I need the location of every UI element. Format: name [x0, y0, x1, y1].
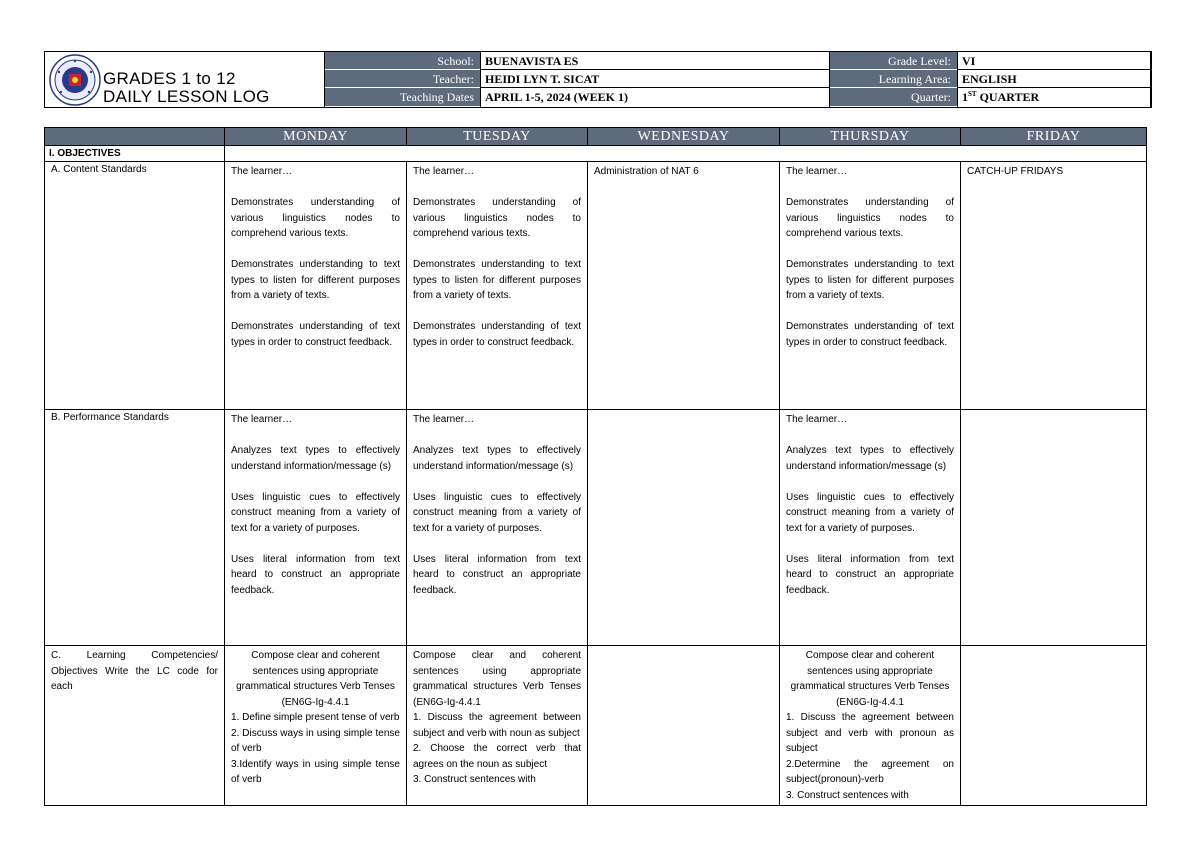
content-tuesday-p3: Demonstrates understanding to text types to listen for different purposes from a variety of texts. [413, 259, 581, 301]
day-header-friday: FRIDAY [961, 128, 1147, 146]
title-line-1: GRADES 1 to 12 [103, 69, 236, 88]
performance-tuesday-p1: The learner… [413, 414, 475, 425]
cell-performance-thursday [780, 410, 961, 646]
grade-level-value: VI [957, 52, 1151, 70]
section-row-objectives [45, 146, 1147, 162]
title-line-2: DAILY LESSON LOG [103, 87, 270, 106]
teacher-value: HEIDI LYN T. SICAT [480, 70, 830, 88]
content-monday-p1: The learner… [231, 166, 293, 177]
quarter-value [957, 88, 1151, 107]
row-label-content-standards: A. Content Standards [45, 162, 225, 410]
cell-competencies-thursday [780, 646, 961, 806]
quarter-ordinal: ST [968, 90, 977, 98]
header-info-grid [325, 52, 1151, 107]
competencies-thursday-item-1: 1. Discuss the agreement between subject and verb with pronoun as subject [786, 712, 954, 754]
content-monday-p4: Demonstrates understanding of text types in order to construct feedback. [231, 321, 400, 348]
cell-content-monday [225, 162, 407, 410]
cell-performance-monday [225, 410, 407, 646]
learning-area-label: Learning Area: [830, 70, 957, 88]
cell-performance-friday [961, 410, 1147, 646]
row-learning-competencies [45, 646, 1147, 806]
quarter-label: Quarter: [830, 88, 957, 107]
document-title [103, 70, 270, 106]
teaching-dates-label: Teaching Dates [325, 88, 480, 107]
competencies-monday-intro: Compose clear and coherent sentences using appropriate grammatical structures Verb Tenses (EN6G-Ig-4.4.1 [236, 650, 395, 708]
header-title-block [45, 52, 325, 107]
cell-competencies-monday [225, 646, 407, 806]
row-label-learning-competencies [45, 646, 225, 806]
section-objectives: I. OBJECTIVES [45, 146, 225, 162]
cell-content-friday [961, 162, 1147, 410]
performance-tuesday-p2: Analyzes text types to effectively understand information/message (s) [413, 445, 581, 472]
performance-monday-p1: The learner… [231, 414, 293, 425]
cell-competencies-friday [961, 646, 1147, 806]
day-header-thursday: THURSDAY [780, 128, 961, 146]
competencies-label-text: C. Learning Competencies/ Objectives Write the LC code for each [51, 650, 218, 692]
cell-content-tuesday [407, 162, 588, 410]
content-wednesday-p1: Administration of NAT 6 [594, 166, 699, 177]
content-tuesday-p2: Demonstrates understanding of various linguistics nodes to comprehend various texts. [413, 197, 581, 239]
section-objectives-blank [225, 146, 1147, 162]
competencies-thursday-intro: Compose clear and coherent sentences using appropriate grammatical structures Verb Tenses (EN6G-Ig-4.4.1 [790, 650, 950, 708]
learning-area-value: ENGLISH [957, 70, 1151, 88]
corner-header [45, 128, 225, 146]
cell-content-wednesday [588, 162, 780, 410]
row-performance-standards [45, 410, 1147, 646]
day-header-wednesday: WEDNESDAY [588, 128, 780, 146]
performance-thursday-p2: Analyzes text types to effectively understand information/message (s) [786, 445, 954, 472]
cell-performance-wednesday [588, 410, 780, 646]
performance-monday-p3: Uses linguistic cues to effectively construct meaning from a variety of text for a variety of purposes. [231, 491, 400, 534]
content-thursday-p1: The learner… [786, 166, 848, 177]
school-label: School: [325, 52, 480, 70]
content-thursday-p2: Demonstrates understanding of various linguistics nodes to comprehend various texts. [786, 197, 954, 239]
competencies-tuesday-item-2: 2. Choose the correct verb that agrees on the noun as subject [413, 743, 581, 770]
header-block [44, 51, 1152, 108]
content-monday-p2: Demonstrates understanding of various linguistics nodes to comprehend various texts. [231, 197, 400, 239]
teacher-label: Teacher: [325, 70, 480, 88]
competencies-thursday-item-3: 3. Construct sentences with [786, 789, 909, 801]
cell-competencies-wednesday [588, 646, 780, 806]
competencies-monday-item-1: 1. Define simple present tense of verb [231, 712, 400, 723]
competencies-monday-item-3: 3.Identify ways in using simple tense of verb [231, 758, 400, 785]
teaching-dates-value: APRIL 1-5, 2024 (WEEK 1) [480, 88, 830, 107]
cell-content-thursday [780, 162, 961, 410]
performance-thursday-p3: Uses linguistic cues to effectively construct meaning from a variety of text for a variety of purposes. [786, 491, 954, 534]
performance-tuesday-p4: Uses literal information from text heard to construct an appropriate feedback. [413, 553, 581, 596]
day-header-monday: MONDAY [225, 128, 407, 146]
competencies-thursday-item-2: 2.Determine the agreement on subject(pronoun)-verb [786, 758, 954, 785]
content-tuesday-p1: The learner… [413, 166, 475, 177]
school-value: BUENAVISTA ES [480, 52, 830, 70]
cell-performance-tuesday [407, 410, 588, 646]
performance-thursday-p1: The learner… [786, 414, 848, 425]
competencies-tuesday-intro: Compose clear and coherent sentences using appropriate grammatical structures Verb Tenses (EN6G-Ig-4.4.1 [413, 650, 581, 708]
performance-monday-p4: Uses literal information from text heard to construct an appropriate feedback. [231, 553, 400, 596]
content-friday-p1: CATCH-UP FRIDAYS [967, 166, 1064, 177]
deped-seal-icon [49, 54, 101, 106]
row-content-standards [45, 162, 1147, 410]
content-thursday-p3: Demonstrates understanding to text types to listen for different purposes from a variety of texts. [786, 259, 954, 301]
day-header-tuesday: TUESDAY [407, 128, 588, 146]
content-tuesday-p4: Demonstrates understanding of text types in order to construct feedback. [413, 321, 581, 348]
content-thursday-p4: Demonstrates understanding of text types in order to construct feedback. [786, 321, 954, 348]
day-header-row [45, 128, 1147, 146]
row-label-performance-standards: B. Performance Standards [45, 410, 225, 646]
performance-tuesday-p3: Uses linguistic cues to effectively construct meaning from a variety of text for a variety of purposes. [413, 491, 581, 534]
competencies-tuesday-item-3: 3. Construct sentences with [413, 774, 536, 785]
lesson-log-table [44, 127, 1147, 806]
competencies-monday-item-2: 2. Discuss ways in using simple tense of verb [231, 727, 400, 754]
performance-thursday-p4: Uses literal information from text heard to construct an appropriate feedback. [786, 553, 954, 596]
quarter-text: QUARTER [976, 90, 1040, 104]
performance-monday-p2: Analyzes text types to effectively understand information/message (s) [231, 445, 400, 472]
cell-competencies-tuesday [407, 646, 588, 806]
quarter-number: 1 [962, 90, 968, 104]
competencies-tuesday-item-1: 1. Discuss the agreement between subject and verb with noun as subject [413, 712, 581, 739]
grade-level-label: Grade Level: [830, 52, 957, 70]
content-monday-p3: Demonstrates understanding to text types to listen for different purposes from a variety of texts. [231, 259, 400, 301]
